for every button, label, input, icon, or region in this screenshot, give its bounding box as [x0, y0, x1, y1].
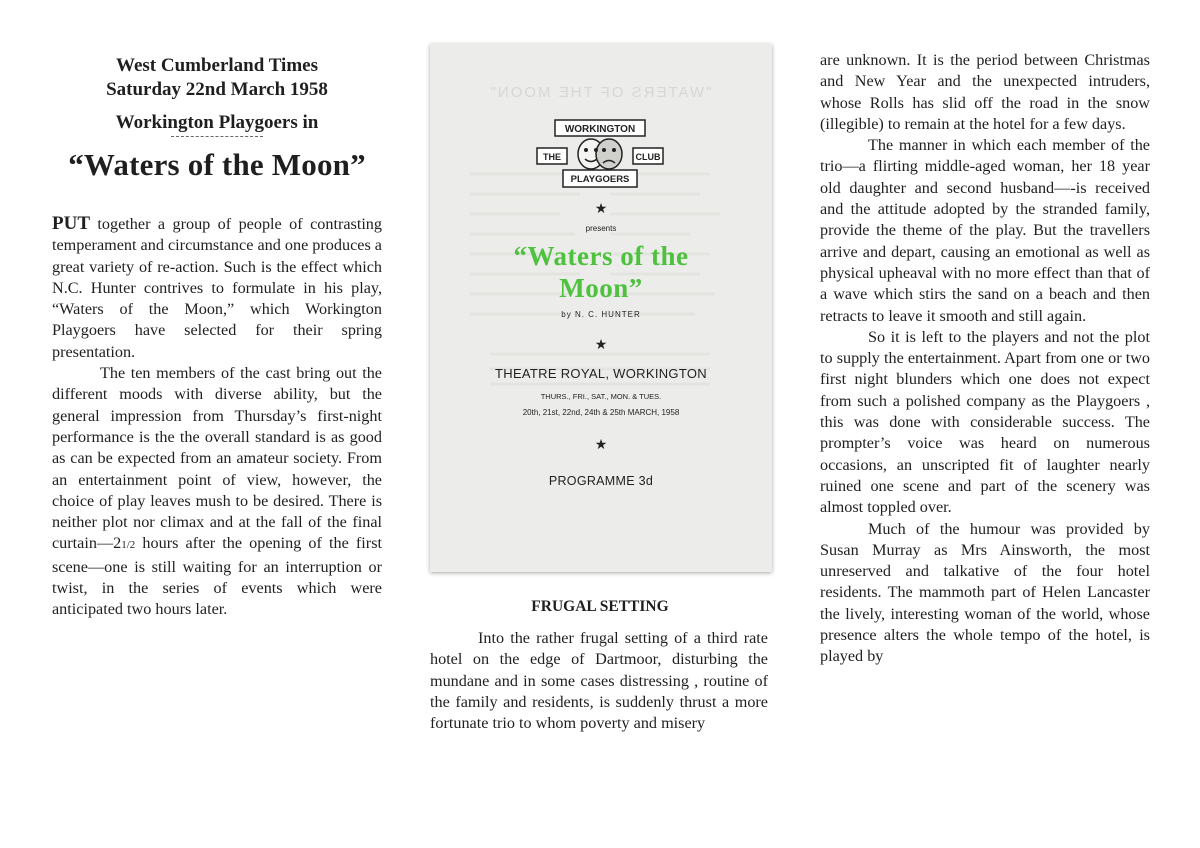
- newspaper-name: West Cumberland Times: [116, 55, 318, 76]
- paragraph-2: The ten members of the cast bring out the different moods with diverse ability, but the general impression from Thursday’s first-night performance is the the overall standard is as good as can be expected from an amateur society. From an entertainment point of view, however, the choice of play leaves mush to be desired. There is neither plot nor climax and at the fall of the final curtain—21/2 hours after the opening of the first scene—one is still waiting for an interruption or twist, in the series of events which were anticipated two hours later.: [52, 364, 382, 619]
- article-body-col1: [52, 213, 382, 621]
- star-icon: ★: [594, 200, 608, 216]
- section-heading: FRUGAL SETTING: [531, 598, 669, 615]
- theatre-masks-icon: [578, 139, 622, 169]
- star-icon: ★: [594, 336, 608, 352]
- show-through-text: "WATERS OF THE MOON": [488, 84, 712, 101]
- column-1: [52, 0, 382, 621]
- paragraph-6: So it is left to the players and not the plot to supply the entertainment. Apart from one or two first night blunders which one does not expect from such a polished company as the Playgoers , this was done with considerable success. The prompter’s voice was heard on numerous occasions, an unscripted fit of laughter nearly ruined one scene and part of the scenery was almost toppled over.: [820, 327, 1150, 517]
- programme-price: PROGRAMME 3d: [548, 474, 654, 488]
- venue: THEATRE ROYAL, WORKINGTON: [495, 366, 707, 381]
- programme-cover-image: [430, 44, 772, 572]
- article-body-col2: [430, 628, 768, 734]
- author-credit: by N. C. HUNTER: [561, 310, 641, 319]
- paragraph-1: [52, 213, 382, 363]
- paragraph-1-text: together a group of people of contrasting temperament and circumstance and one produces a great variety of re-action. Such is the effect which N.C. Hunter contrives to formulate in his play, “Waters of the Moon,” which Workington Playgoers have selected for their spring presentation.: [52, 215, 382, 361]
- paragraph-3: Into the rather frugal setting of a third rate hotel on the edge of Dartmoor, disturbing the mundane and in some cases distressing , routine of the family and residents, is suddenly thrust a more fortunate trio to whom poverty and misery: [430, 629, 768, 733]
- programme-title: “Waters of the Moon”: [513, 241, 689, 303]
- star-icon: ★: [594, 436, 608, 452]
- publication-date: Saturday 22nd March 1958: [106, 79, 328, 100]
- presents-label: presents: [585, 224, 617, 233]
- svg-text:THE: THE: [543, 152, 561, 162]
- article-body-col3: [820, 50, 1150, 668]
- masthead: [52, 54, 382, 102]
- performance-days: THURS., FRI., SAT., MON. & TUES.: [540, 392, 662, 401]
- subheading: Workington Playgoers in: [115, 112, 319, 133]
- svg-text:CLUB: CLUB: [635, 152, 661, 162]
- column-3: [820, 50, 1150, 668]
- paragraph-4: are unknown. It is the period between Christmas and New Year and the unexpected intruders, whose Rolls has slid off the road in the snow (illegible) to remain at the hotel for a few days.: [820, 51, 1150, 133]
- performance-dates: 20th, 21st, 22nd, 24th & 25th MARCH, 1958: [522, 408, 680, 417]
- lead-word: PUT: [52, 213, 90, 234]
- svg-text:PLAYGOERS: PLAYGOERS: [570, 174, 630, 185]
- paragraph-7: Much of the humour was provided by Susan Murray as Mrs Ainsworth, the most unreserved and talkative of the four hotel residents. The mammoth part of Helen Lancaster the lively, interesting woman of the world, whose presence alters the whole tempo of the hotel, is played by: [820, 519, 1150, 666]
- svg-text:WORKINGTON: WORKINGTON: [564, 124, 636, 135]
- divider-rule: [171, 136, 263, 137]
- article-title: “Waters of the Moon”: [68, 147, 366, 182]
- playgoers-club-logo: [535, 118, 665, 190]
- paragraph-5: The manner in which each member of the trio—a flirting middle-aged woman, her 18 year old daughter and second husband—-is received and the attitude adopted by the stranded family, provide the theme of the play. But the travellers arrive and depart, causing an emotional as well as physical upheaval with no more effect than that of a wave which stirs the sand on a beach and then retracts to leave it smooth and still again.: [820, 136, 1150, 325]
- fraction: 1/2: [121, 539, 136, 552]
